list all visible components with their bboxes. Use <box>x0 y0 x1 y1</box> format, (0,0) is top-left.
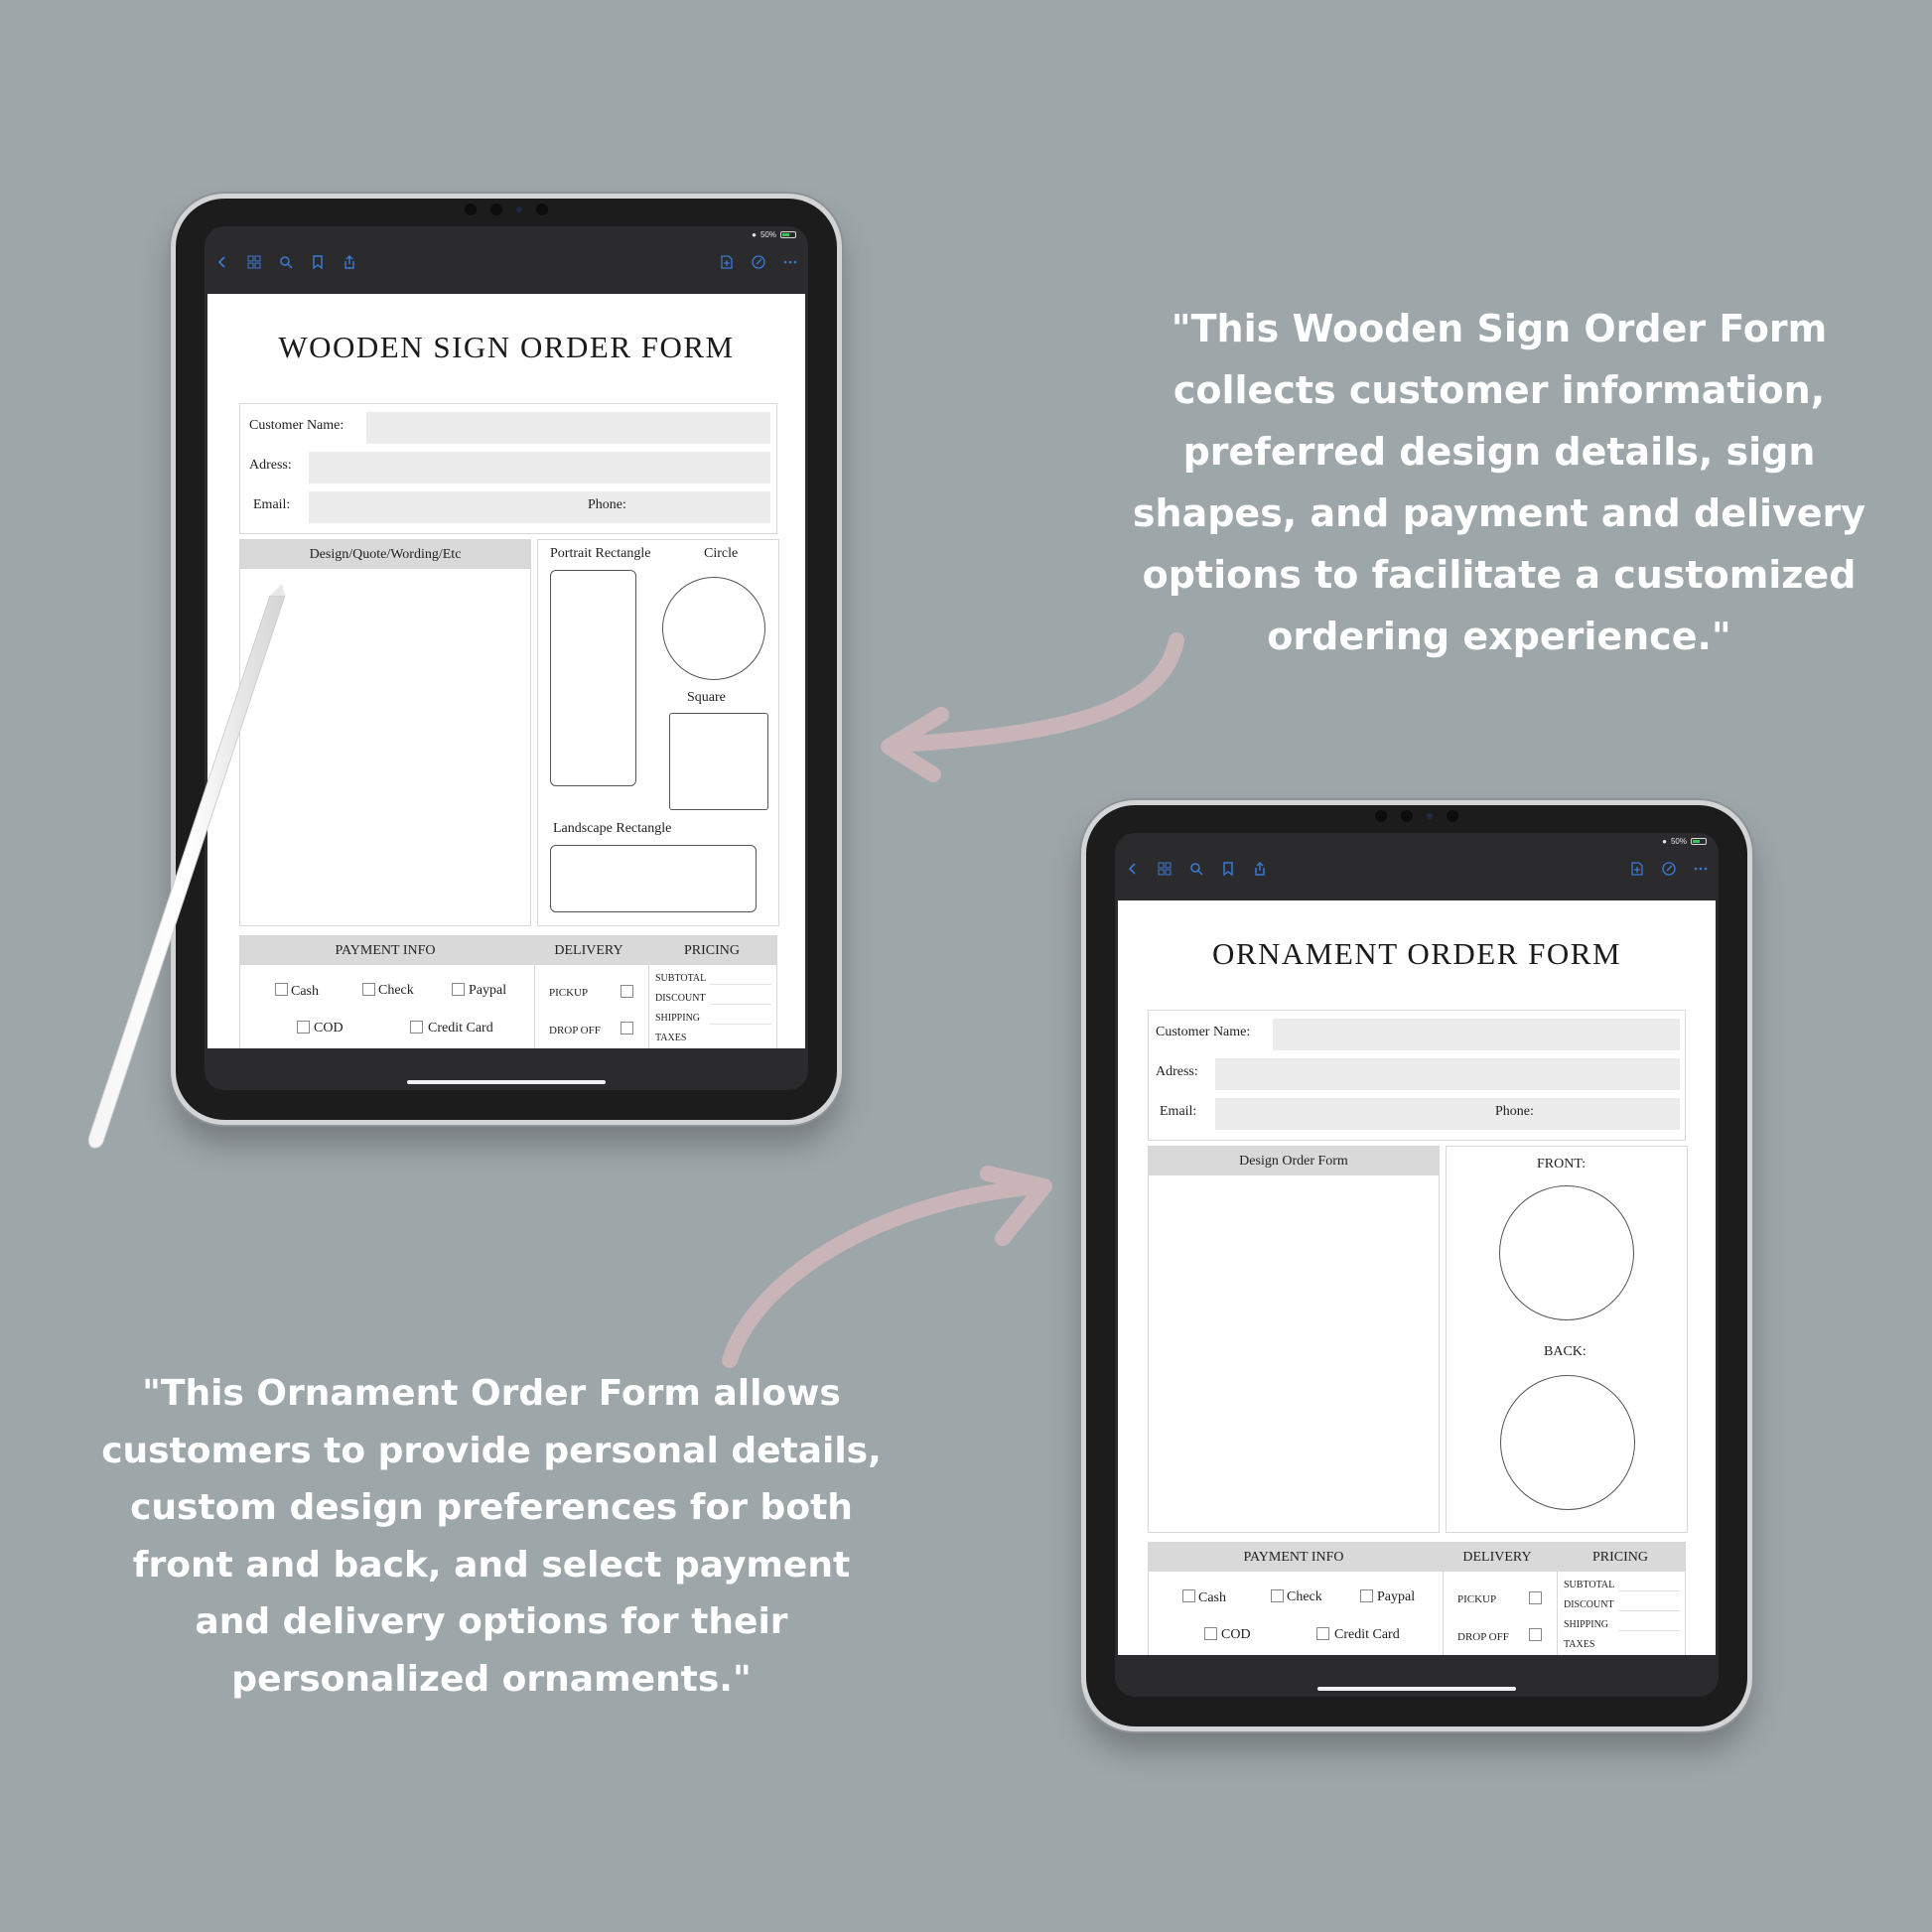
camera-bar <box>465 204 548 215</box>
customer-name-field[interactable] <box>366 412 770 444</box>
design-header: Design Order Form <box>1149 1147 1439 1175</box>
design-header: Design/Quote/Wording/Etc <box>240 540 530 569</box>
arrow-to-ornament-form <box>730 1186 1037 1360</box>
front-label: FRONT: <box>1537 1157 1587 1172</box>
landscape-rectangle-shape[interactable] <box>550 845 757 912</box>
camera-bar <box>1375 810 1458 822</box>
pen-icon[interactable] <box>751 254 766 270</box>
cod-label: COD <box>314 1021 344 1035</box>
paypal-label: Paypal <box>1377 1589 1416 1604</box>
wooden-sign-page <box>207 294 805 1048</box>
cod-checkbox[interactable] <box>297 1021 310 1034</box>
camera-icon <box>1375 810 1387 822</box>
wifi-icon: ● <box>1662 837 1667 846</box>
payment-info-header: PAYMENT INFO <box>1149 1543 1439 1572</box>
address-label: Adress: <box>249 458 292 473</box>
address-field[interactable] <box>309 452 770 483</box>
camera-icon <box>490 204 502 215</box>
design-drawing-area[interactable] <box>1149 1175 1439 1532</box>
status-bar <box>1662 837 1707 846</box>
dropoff-label: DROP OFF <box>1457 1631 1509 1643</box>
divider <box>648 965 649 1048</box>
check-checkbox[interactable] <box>1271 1589 1284 1602</box>
toolbar <box>205 244 808 280</box>
sensor-icon <box>1427 813 1433 819</box>
paypal-checkbox[interactable] <box>1360 1589 1373 1602</box>
shipping-label: SHIPPING <box>655 1013 701 1024</box>
divider <box>1557 1572 1558 1655</box>
toolbar <box>1115 851 1719 887</box>
cash-label: Cash <box>291 984 319 999</box>
camera-icon <box>536 204 548 215</box>
share-icon[interactable] <box>1252 861 1268 877</box>
delivery-header: DELIVERY <box>1439 1543 1556 1572</box>
shipping-label: SHIPPING <box>1564 1619 1609 1630</box>
email-label: Email: <box>253 497 291 512</box>
discount-label: DISCOUNT <box>655 993 706 1004</box>
divider <box>534 965 535 1048</box>
cod-label: COD <box>1221 1627 1251 1642</box>
paypal-checkbox[interactable] <box>452 983 465 996</box>
paypal-label: Paypal <box>469 983 507 998</box>
ipad-wooden-sign <box>171 194 842 1125</box>
landscape-rectangle-label: Landscape Rectangle <box>553 821 672 836</box>
bookmark-icon[interactable] <box>1220 861 1236 877</box>
bookmark-icon[interactable] <box>310 254 326 270</box>
delivery-header: DELIVERY <box>530 936 647 965</box>
search-icon[interactable] <box>1188 861 1204 877</box>
credit-card-checkbox[interactable] <box>1316 1627 1329 1640</box>
battery-percent: 50% <box>1670 837 1687 846</box>
more-icon[interactable] <box>1693 861 1709 877</box>
credit-card-checkbox[interactable] <box>410 1021 423 1034</box>
pen-icon[interactable] <box>1661 861 1677 877</box>
dropoff-label: DROP OFF <box>549 1025 601 1036</box>
subtotal-line[interactable] <box>1618 1590 1680 1591</box>
shipping-line[interactable] <box>710 1024 771 1025</box>
design-drawing-area[interactable] <box>240 569 530 925</box>
more-icon[interactable] <box>782 254 798 270</box>
pricing-header: PRICING <box>1556 1543 1685 1572</box>
grid-icon[interactable] <box>1157 861 1173 877</box>
pickup-checkbox[interactable] <box>1529 1591 1542 1604</box>
form-title: WOODEN SIGN ORDER FORM <box>278 330 735 364</box>
ornament-caption: "This Ornament Order Form allows customers to provide personal details, custom design preferences for both front and back, and select payment and delivery options for their personalized ornaments." <box>101 1373 882 1700</box>
discount-line[interactable] <box>1618 1610 1680 1611</box>
portrait-rectangle-label: Portrait Rectangle <box>550 546 651 561</box>
discount-label: DISCOUNT <box>1564 1599 1614 1610</box>
phone-label: Phone: <box>1495 1104 1534 1119</box>
home-indicator[interactable] <box>1317 1687 1516 1691</box>
camera-icon <box>465 204 477 215</box>
square-label: Square <box>687 690 726 705</box>
circle-label: Circle <box>704 546 739 561</box>
ipad-ornament <box>1081 800 1752 1731</box>
pickup-checkbox[interactable] <box>621 985 633 998</box>
shipping-line[interactable] <box>1618 1630 1680 1631</box>
camera-icon <box>1447 810 1458 822</box>
pickup-label: PICKUP <box>1457 1593 1497 1605</box>
check-label: Check <box>378 983 414 998</box>
wooden-sign-caption: "This Wooden Sign Order Form collects customer information, preferred design details, sign shapes, and payment and delivery options to facilitate a customized ordering experience." <box>1132 307 1866 658</box>
home-indicator[interactable] <box>407 1080 606 1084</box>
battery-icon <box>1691 838 1707 845</box>
status-bar <box>752 230 796 239</box>
check-label: Check <box>1287 1589 1322 1604</box>
cod-checkbox[interactable] <box>1204 1627 1217 1640</box>
cash-checkbox[interactable] <box>275 983 288 996</box>
grid-icon[interactable] <box>246 254 262 270</box>
arrow-head-ornament <box>988 1173 1044 1238</box>
divider <box>1443 1572 1444 1655</box>
front-circle[interactable] <box>1499 1185 1634 1320</box>
discount-line[interactable] <box>710 1004 771 1005</box>
email-field[interactable] <box>1215 1098 1680 1130</box>
address-field[interactable] <box>1215 1058 1680 1090</box>
subtotal-label: SUBTOTAL <box>655 973 707 984</box>
add-page-icon[interactable] <box>1629 861 1645 877</box>
customer-name-label: Customer Name: <box>249 418 345 433</box>
customer-name-label: Customer Name: <box>1156 1025 1251 1039</box>
phone-label: Phone: <box>588 497 626 512</box>
toolbar-right <box>703 254 798 270</box>
pickup-label: PICKUP <box>549 987 589 999</box>
address-label: Adress: <box>1156 1064 1198 1079</box>
check-checkbox[interactable] <box>362 983 375 996</box>
portrait-rectangle-shape[interactable] <box>550 570 636 786</box>
subtotal-line[interactable] <box>710 984 771 985</box>
camera-icon <box>1401 810 1413 822</box>
dropoff-checkbox[interactable] <box>1529 1628 1542 1641</box>
back-label: BACK: <box>1544 1344 1587 1359</box>
pricing-header: PRICING <box>647 936 776 965</box>
credit-card-label: Credit Card <box>428 1021 493 1035</box>
cash-label: Cash <box>1198 1590 1226 1605</box>
back-icon[interactable] <box>1125 861 1141 877</box>
ornament-page <box>1118 900 1716 1655</box>
subtotal-label: SUBTOTAL <box>1564 1580 1615 1590</box>
payment-info-header: PAYMENT INFO <box>240 936 530 965</box>
wifi-icon: ● <box>752 230 757 239</box>
add-page-icon[interactable] <box>719 254 735 270</box>
form-title: ORNAMENT ORDER FORM <box>1211 936 1622 971</box>
battery-icon <box>780 231 796 238</box>
circle-shape[interactable] <box>662 577 765 680</box>
share-icon[interactable] <box>342 254 357 270</box>
dropoff-checkbox[interactable] <box>621 1022 633 1035</box>
square-shape[interactable] <box>669 713 768 810</box>
search-icon[interactable] <box>278 254 294 270</box>
screen <box>1115 833 1719 1697</box>
sensor-icon <box>516 207 522 212</box>
back-icon[interactable] <box>214 254 230 270</box>
taxes-label: TAXES <box>655 1033 687 1043</box>
toolbar-right <box>1613 861 1709 877</box>
screen <box>205 226 808 1090</box>
customer-name-field[interactable] <box>1273 1019 1680 1050</box>
cash-checkbox[interactable] <box>1182 1589 1195 1602</box>
back-circle[interactable] <box>1500 1375 1635 1510</box>
battery-percent: 50% <box>759 230 776 239</box>
arrow-to-wooden-form <box>898 640 1176 745</box>
taxes-label: TAXES <box>1564 1639 1595 1650</box>
credit-card-label: Credit Card <box>1334 1627 1400 1642</box>
email-label: Email: <box>1160 1104 1197 1119</box>
email-field[interactable] <box>309 491 770 523</box>
